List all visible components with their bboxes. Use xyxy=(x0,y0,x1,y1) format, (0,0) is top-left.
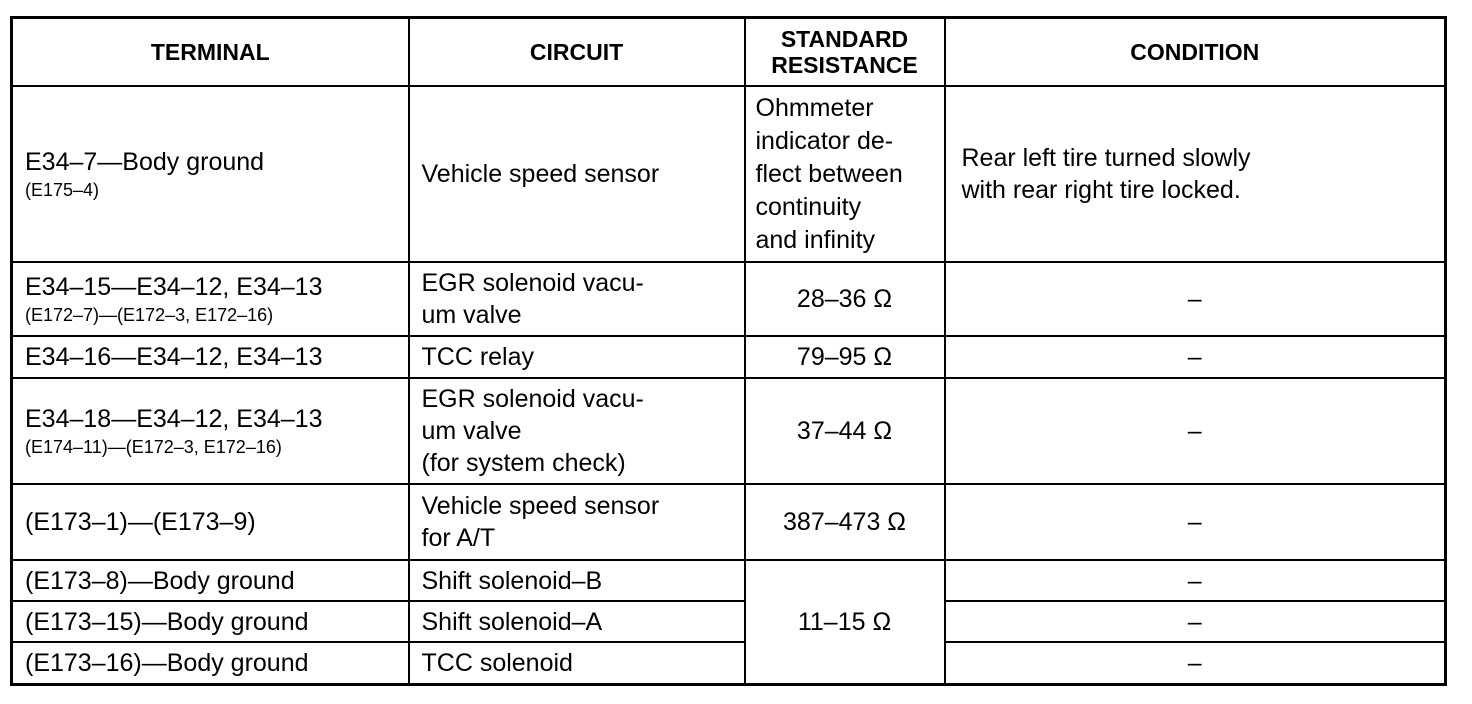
resistance-spec-table xyxy=(10,16,1447,686)
condition-cell: – xyxy=(945,601,1446,642)
terminal-cell xyxy=(12,336,409,378)
terminal-cell xyxy=(12,642,409,684)
resistance-line: and infinity xyxy=(755,225,876,254)
table-row xyxy=(12,262,1446,336)
resistance-cell xyxy=(745,86,945,262)
circuit-cell xyxy=(409,484,745,560)
circuit-line: Vehicle speed sensor xyxy=(421,492,660,520)
terminal-main: (E173–1)—(E173–9) xyxy=(25,508,256,536)
resistance-cell: 79–95 Ω xyxy=(745,336,945,378)
terminal-cell xyxy=(12,601,409,642)
circuit-line: EGR solenoid vacu- xyxy=(421,385,644,413)
condition-cell: – xyxy=(945,336,1446,378)
condition-line: Rear left tire turned slowly xyxy=(961,144,1251,172)
header-terminal: TERMINAL xyxy=(12,18,409,87)
header-row xyxy=(12,18,1446,87)
terminal-sub: (E172–7)—(E172–3, E172–16) xyxy=(25,305,274,325)
resistance-spec-table-container xyxy=(10,16,1444,686)
condition-line: with rear right tire locked. xyxy=(961,176,1241,204)
terminal-cell xyxy=(12,560,409,601)
table-row xyxy=(12,336,1446,378)
condition-cell: – xyxy=(945,642,1446,684)
resistance-line: Ohmmeter xyxy=(755,93,874,122)
table-row xyxy=(12,560,1446,601)
circuit-cell: TCC solenoid xyxy=(409,642,745,684)
circuit-cell: Vehicle speed sensor xyxy=(409,86,745,262)
resistance-line: indicator de- xyxy=(755,126,894,155)
resistance-line: flect between xyxy=(755,159,903,188)
circuit-line: (for system check) xyxy=(421,449,626,477)
header-resistance-line2: RESISTANCE xyxy=(771,52,918,78)
shared-resistance-cell: 11–15 Ω xyxy=(745,560,945,684)
terminal-main: E34–15—E34–12, E34–13 xyxy=(25,273,323,301)
condition-cell: – xyxy=(945,262,1446,336)
header-resistance-line1: STANDARD xyxy=(780,26,909,52)
terminal-main: E34–7—Body ground xyxy=(25,148,265,176)
circuit-cell: TCC relay xyxy=(409,336,745,378)
resistance-cell: 28–36 Ω xyxy=(745,262,945,336)
table-row xyxy=(12,86,1446,262)
table-row xyxy=(12,378,1446,484)
terminal-sub: (E175–4) xyxy=(25,180,100,200)
condition-cell: – xyxy=(945,484,1446,560)
condition-cell: – xyxy=(945,378,1446,484)
header-standard-resistance xyxy=(745,18,945,87)
resistance-cell: 387–473 Ω xyxy=(745,484,945,560)
terminal-cell xyxy=(12,378,409,484)
terminal-cell xyxy=(12,484,409,560)
circuit-line: for A/T xyxy=(421,524,496,552)
header-circuit: CIRCUIT xyxy=(409,18,745,87)
circuit-line: um valve xyxy=(421,417,522,445)
terminal-cell xyxy=(12,262,409,336)
circuit-line: um valve xyxy=(421,301,522,329)
terminal-sub: (E174–11)—(E172–3, E172–16) xyxy=(25,437,282,457)
circuit-cell: Shift solenoid–B xyxy=(409,560,745,601)
circuit-cell xyxy=(409,262,745,336)
table-row xyxy=(12,484,1446,560)
terminal-main: E34–16—E34–12, E34–13 xyxy=(25,343,323,371)
circuit-cell: Shift solenoid–A xyxy=(409,601,745,642)
terminal-main: (E173–16)—Body ground xyxy=(25,648,309,677)
terminal-main: (E173–8)—Body ground xyxy=(25,566,295,595)
table-row xyxy=(12,642,1446,684)
terminal-main: E34–18—E34–12, E34–13 xyxy=(25,405,323,433)
resistance-cell: 37–44 Ω xyxy=(745,378,945,484)
header-condition: CONDITION xyxy=(945,18,1446,87)
terminal-cell xyxy=(12,86,409,262)
circuit-line: EGR solenoid vacu- xyxy=(421,269,644,297)
terminal-main: (E173–15)—Body ground xyxy=(25,607,309,636)
table-row xyxy=(12,601,1446,642)
condition-cell xyxy=(945,86,1446,262)
circuit-cell xyxy=(409,378,745,484)
resistance-line: continuity xyxy=(755,192,862,221)
condition-cell: – xyxy=(945,560,1446,601)
